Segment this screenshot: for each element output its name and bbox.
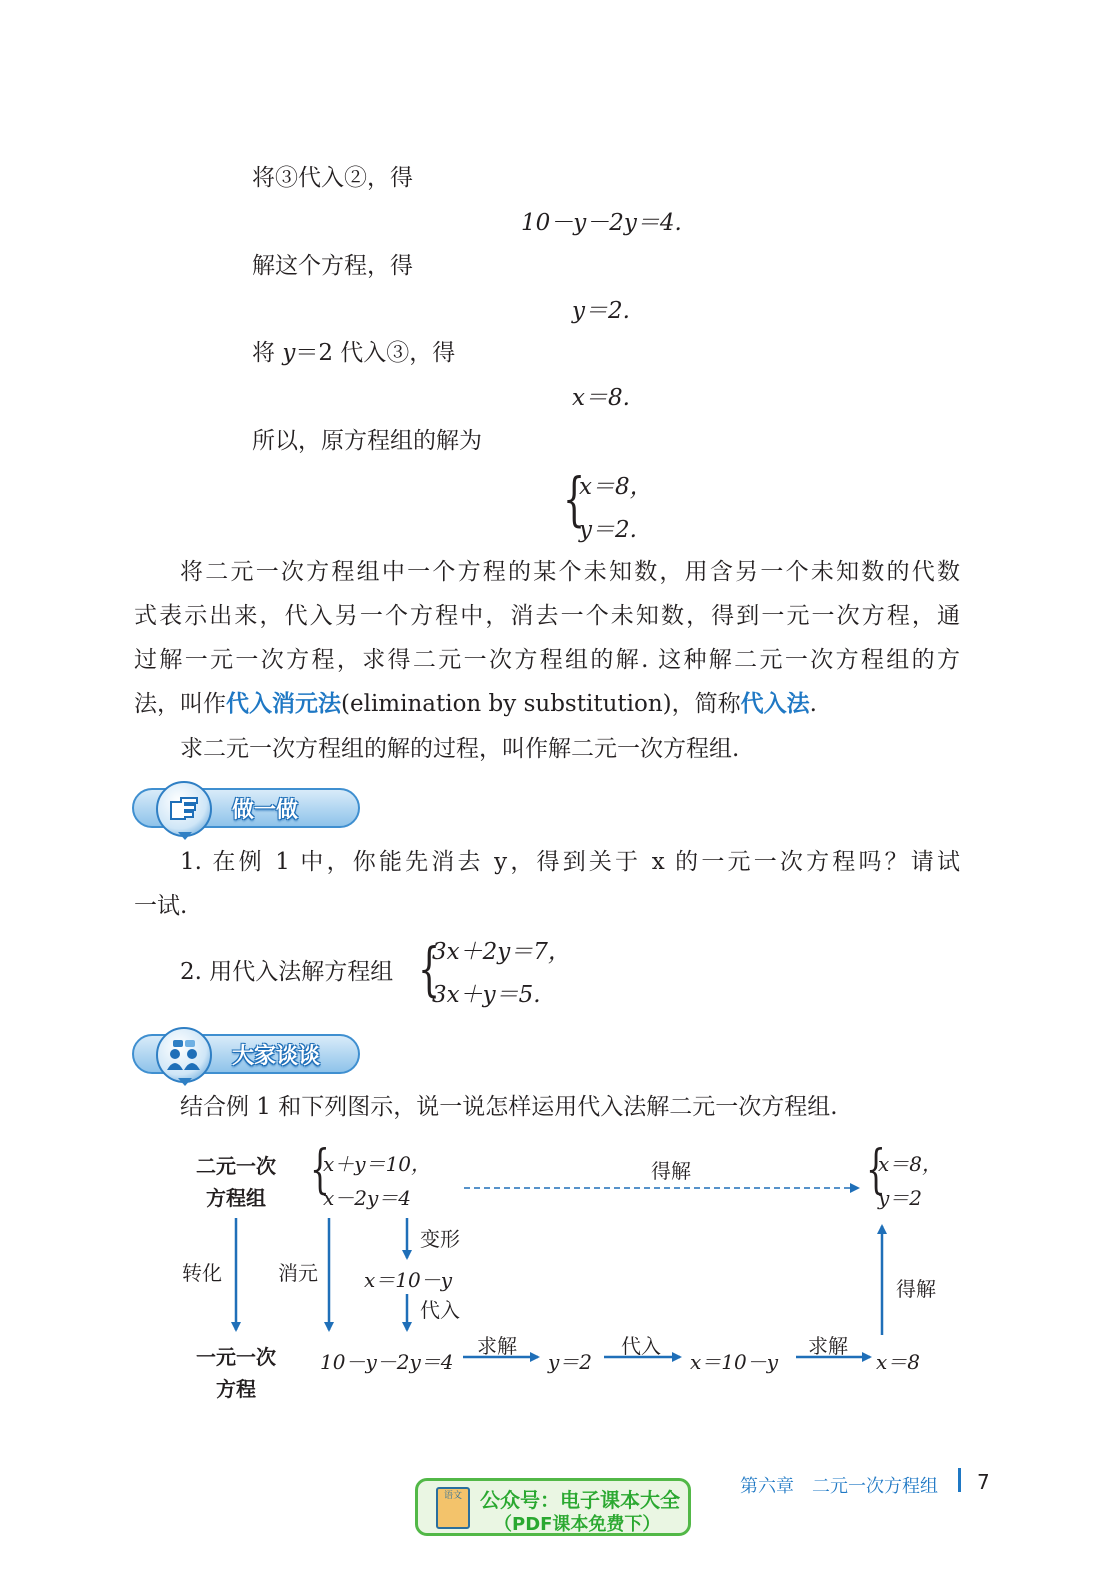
process-definition: 求二元一次方程组的解的过程，叫作解二元一次方程组. <box>180 736 740 762</box>
convert-label: 转化 <box>182 1261 222 1285</box>
diagram-solution-x: x＝8， <box>878 1152 943 1176</box>
system-brace: { <box>310 1140 330 1200</box>
substitute-label-2: 代入 <box>621 1334 661 1358</box>
system-label: 二元一次 方程组 <box>196 1154 276 1210</box>
do-it-question-2: 2. 用代入法解方程组 <box>180 959 394 985</box>
y-value: y＝2 <box>548 1350 593 1374</box>
solution-x: x＝8， <box>579 474 653 500</box>
discuss-prompt: 结合例 1 和下列图示，说一说怎样运用代入法解二元一次方程组. <box>180 1094 838 1120</box>
expression-x: x＝10－y <box>364 1268 453 1292</box>
step-substitute-y: 将 y＝2 代入③，得 <box>252 340 456 366</box>
solution-y: y＝2. <box>579 517 637 543</box>
transform-label: 变形 <box>420 1227 460 1251</box>
linear-equation: 10－y－2y＝4 <box>320 1350 454 1374</box>
substitute-label: 代入 <box>420 1298 460 1322</box>
definition-line: 法，叫作代入消元法(elimination by substitution)，简称代入法. <box>134 691 817 717</box>
solution-brace-diagram: { <box>866 1140 886 1200</box>
question-2-eq2: 3x＋y＝5. <box>432 982 541 1008</box>
question-1-line: 一试. <box>134 893 188 919</box>
eliminate-label: 消元 <box>278 1261 318 1285</box>
equation-combined: 10－y－2y＝4. <box>521 210 682 236</box>
system-eq1: x＋y＝10， <box>323 1152 432 1176</box>
obtain-label-right: 得解 <box>896 1277 936 1301</box>
definition-line: 将二元一次方程组中一个方程的某个未知数，用含另一个未知数的代数 <box>180 559 960 585</box>
term-substitution-elimination: 代入消元法 <box>226 691 341 717</box>
x-value: x＝8 <box>876 1350 921 1374</box>
x-expression: x＝10－y <box>690 1350 779 1374</box>
step-conclusion-text: 所以，原方程组的解为 <box>252 428 482 454</box>
definition-line: 式表示出来，代入另一个方程中，消去一个未知数，得到一元一次方程，通 <box>134 603 960 629</box>
obtain-label-top: 得解 <box>651 1159 691 1183</box>
solution-brace: { <box>563 465 586 533</box>
definition-line: 过解一元一次方程，求得二元一次方程组的解. 这种解二元一次方程组的方 <box>134 647 960 673</box>
question-2-brace: { <box>418 935 441 1003</box>
step-substitute-text: 将③代入②，得 <box>252 165 413 191</box>
system-eq2: x－2y＝4 <box>323 1186 412 1210</box>
linear-equation-label: 一元一次 方程 <box>196 1345 276 1401</box>
solve-label-1: 求解 <box>477 1334 517 1358</box>
diagram-solution-y: y＝2 <box>878 1186 923 1210</box>
watermark-line-1: 公众号：电子课本大全 <box>480 1488 680 1512</box>
equation-x-result: x＝8. <box>572 385 630 411</box>
solve-label-2: 求解 <box>808 1334 848 1358</box>
term-substitution-method: 代入法 <box>740 691 810 717</box>
question-2-eq1: 3x＋2y＝7， <box>432 939 571 965</box>
chapter-title: 第六章 二元一次方程组 <box>740 1476 938 1497</box>
do-it-title: 做一做 <box>232 798 299 823</box>
question-1-line: 1. 在例 1 中，你能先消去 y，得到关于 x 的一元一次方程吗？请试 <box>180 849 960 875</box>
watermark-badge <box>415 1478 691 1536</box>
book-icon: 语文 <box>436 1487 470 1529</box>
step-solve-text: 解这个方程，得 <box>252 253 413 279</box>
watermark-line-2: （PDF课本免费下） <box>494 1514 661 1535</box>
footer-divider <box>958 1468 961 1492</box>
page-number: 7 <box>977 1470 990 1494</box>
discuss-title: 大家谈谈 <box>232 1044 321 1069</box>
equation-y-result: y＝2. <box>572 298 630 324</box>
